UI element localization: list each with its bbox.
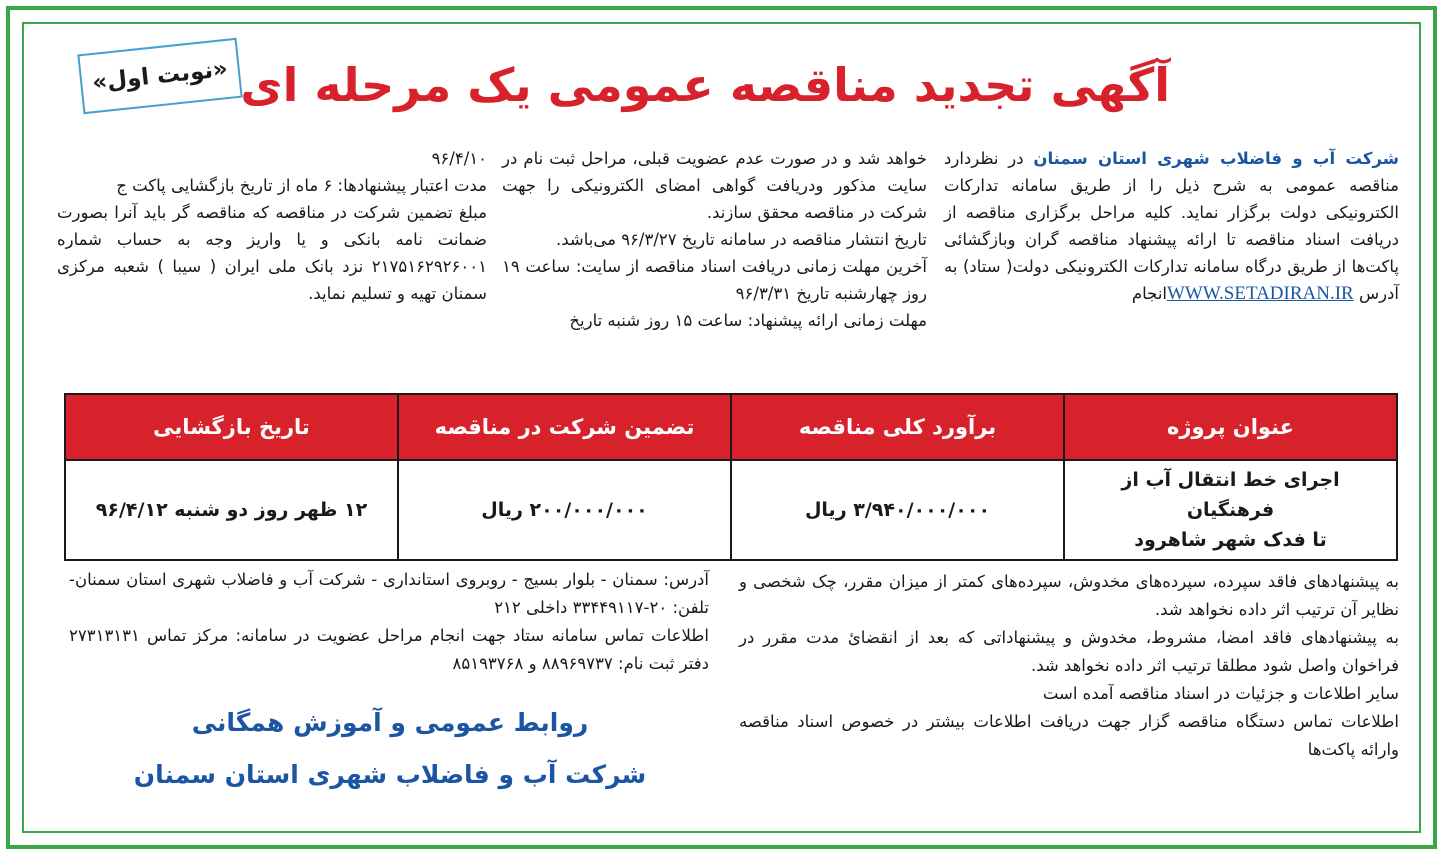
publish-date: تاریخ انتشار مناقصه در سامانه تاریخ ۹۶/۳/۲۷ می‌باشد. [556, 230, 927, 249]
setad-url-link[interactable]: WWW.SETADIRAN.IR [1167, 283, 1354, 304]
intro-text-end: انجام [1131, 284, 1167, 303]
header-guarantee: تضمین شرکت در مناقصه [398, 394, 731, 460]
conditions-block [739, 568, 1399, 764]
cell-guarantee: ۲۰۰/۰۰۰/۰۰۰ ریال [398, 460, 731, 560]
cell-opening-date: ۱۲ ظهر روز دو شنبه ۹۶/۴/۱۲ [65, 460, 398, 560]
page-title: آگهی تجدید مناقصه عمومی یک مرحله ای [240, 58, 1170, 112]
table-row [65, 460, 1397, 560]
tender-table [64, 393, 1398, 561]
condition-item: سایر اطلاعات و جزئیات در اسناد مناقصه آمده است [1042, 684, 1399, 703]
middle-paragraph: خواهد شد و در صورت عدم عضویت قبلی، مراحل ثبت نام در سایت مذکور ودریافت گواهی امضای الکترونیکی را جهت شرکت در مناقصه محقق سازند. [502, 149, 927, 222]
signature-company: شرکت آب و فاضلاب شهری استان سمنان [133, 760, 647, 789]
signature-department: روابط عمومی و آموزش همگانی [191, 708, 589, 737]
cell-project [1064, 460, 1397, 560]
submission-date: ۹۶/۴/۱۰ [431, 149, 487, 168]
header-estimate: برآورد کلی مناقصه [731, 394, 1064, 460]
contact-block [69, 566, 709, 678]
submission-deadline: مهلت زمانی ارائه پیشنهاد: ساعت ۱۵ روز شنبه تاریخ [569, 311, 927, 330]
round-badge: «نوبت اول» [77, 38, 242, 114]
middle-column [502, 145, 927, 334]
project-line-2: تا فدک شهر شاهرود [1134, 529, 1327, 551]
contact-address: آدرس: سمنان - بلوار بسیج - روبروی استانداری - شرکت آب و فاضلاب شهری استان سمنان- تلفن: ۲۰-۳۳۴۴۹۱۱۷ داخلی ۲۱۲ [69, 570, 709, 617]
validity-period: مدت اعتبار پیشنهادها: ۶ ماه از تاریخ بازگشایی پاکت ج [116, 176, 487, 195]
left-column [57, 145, 487, 307]
cell-estimate: ۳/۹۴۰/۰۰۰/۰۰۰ ریال [731, 460, 1064, 560]
condition-item: به پیشنهادهای فاقد امضا، مشروط، مخدوش و پیشنهاداتی که بعد از انقضائ مدت مقرر در فراخوان واصل شود مطلقا ترتیب اثر داده نخواهد شد. [739, 628, 1399, 675]
header-opening: تاریخ بازگشایی [65, 394, 398, 460]
contact-setad: اطلاعات تماس سامانه ستاد جهت انجام مراحل عضویت در سامانه: مرکز تماس ۲۷۳۱۳۱۳۱ دفتر ثبت نام: ۸۸۹۶۹۷۳۷ و ۸۵۱۹۳۷۶۸ [69, 626, 709, 673]
header-project: عنوان پروژه [1064, 394, 1397, 460]
condition-item: اطلاعات تماس دستگاه مناقصه گزار جهت دریافت اطلاعات بیشتر در خصوص اسناد مناقصه وارائه پاکت‌ها [739, 712, 1399, 759]
document-deadline: آخرین مهلت زمانی دریافت اسناد مناقصه از سایت: ساعت ۱۹ روز چهارشنبه تاریخ ۹۶/۳/۳۱ [502, 257, 927, 303]
intro-text: در نظردارد مناقصه عمومی به شرح ذیل را از طریق سامانه تدارکات الکترونیکی دولت برگزار نماید. کلیه مراحل برگزاری مناقصه از دریافت اسناد مناقصه تا ارائه پیشنهاد مناقصه گران وبازگشائی پاکت‌ها از طریق درگاه سامانه تدارکات الکترونیکی دولت( ستاد) به آدرس [944, 149, 1399, 303]
company-name: شرکت آب و فاضلاب شهری استان سمنان [1033, 149, 1399, 168]
condition-item: به پیشنهادهای فاقد سپرده، سپرده‌های مخدوش، سپرده‌های کمتر از میزان مقرر، چک شخصی و نظایر آن ترتیب اثر داده نخواهد شد. [739, 572, 1399, 619]
guarantee-paragraph: مبلغ تضمین شرکت در مناقصه که مناقصه گر باید آنرا بصورت ضمانت نامه بانکی و یا واریز وجه به حساب شماره ۲۱۷۵۱۶۲۹۲۶۰۰۱ نزد بانک ملی ایران ( سیبا ) شعبه مرکزی سمنان تهیه و تسلیم نماید. [57, 203, 487, 303]
intro-column [944, 145, 1399, 307]
project-line-1: اجرای خط انتقال آب از فرهنگیان [1121, 469, 1340, 521]
